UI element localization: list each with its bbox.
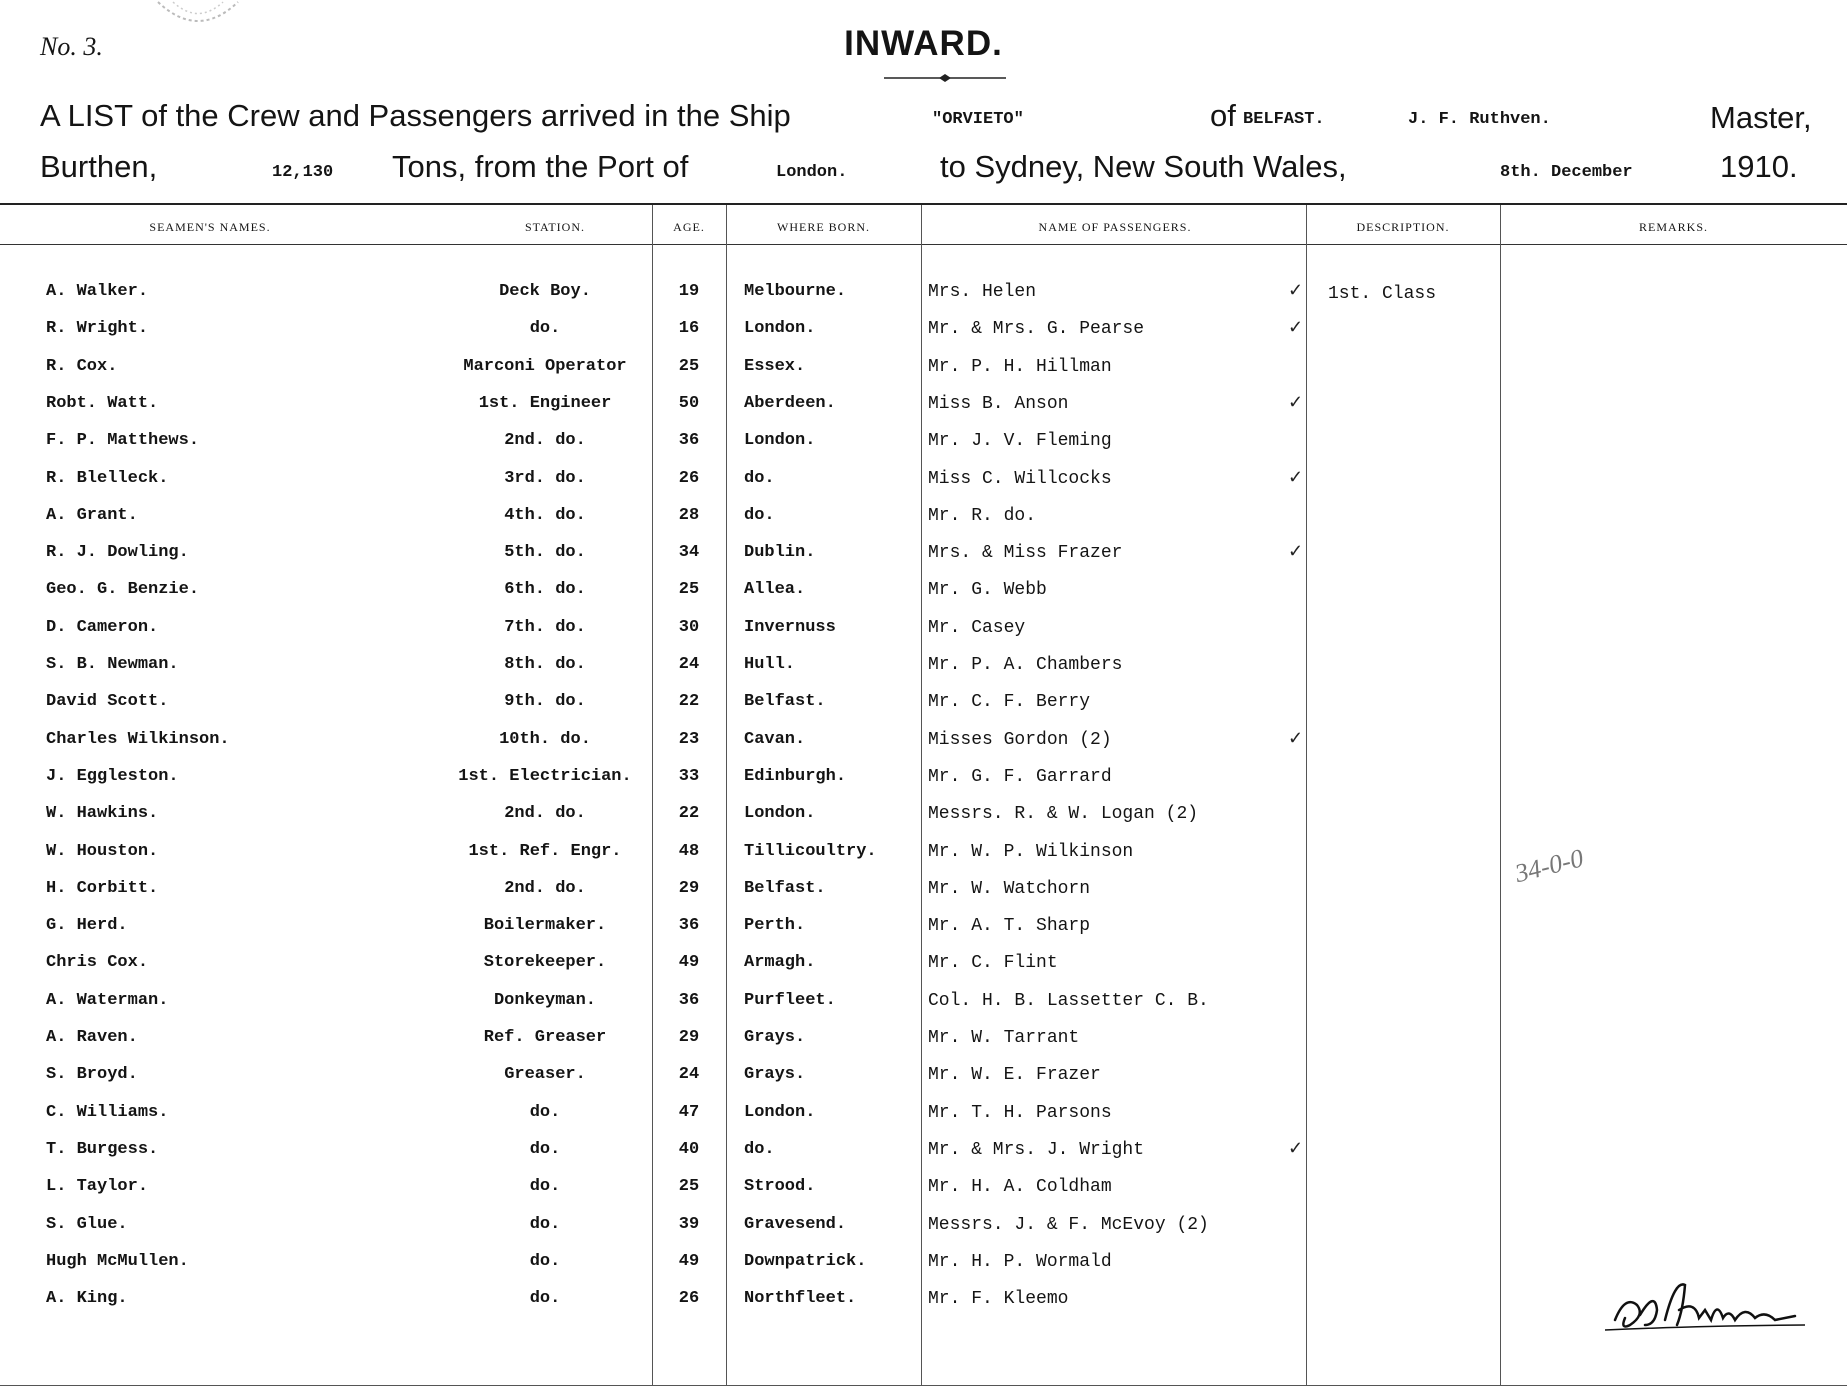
crew-name: A. Waterman.	[46, 991, 169, 1010]
crew-birthplace: Grays.	[744, 1065, 806, 1084]
crew-name: A. Raven.	[46, 1028, 138, 1047]
column-divider	[921, 205, 922, 1385]
check-mark-icon: ✓	[1288, 1138, 1304, 1158]
column-header-born: WHERE BORN.	[777, 220, 870, 234]
crew-station: 4th. do.	[504, 506, 586, 525]
crew-station: 1st. Electrician.	[458, 767, 632, 786]
crew-age: 22	[678, 692, 700, 711]
crew-birthplace: Downpatrick.	[744, 1252, 867, 1271]
crew-age: 48	[678, 842, 700, 861]
check-mark-icon: ✓	[1288, 541, 1304, 561]
crew-age: 40	[678, 1140, 700, 1159]
passenger-name: Mr. A. T. Sharp	[928, 916, 1091, 936]
crew-birthplace: Aberdeen.	[744, 394, 836, 413]
passenger-name: Mr. W. P. Wilkinson	[928, 842, 1134, 862]
crew-station: do.	[529, 1215, 561, 1234]
crew-name: C. Williams.	[46, 1103, 169, 1122]
crew-birthplace: Cavan.	[744, 730, 806, 749]
crew-station: do.	[529, 1289, 561, 1308]
of-label: of	[1210, 98, 1236, 133]
crew-age: 22	[678, 804, 700, 823]
check-mark-icon: ✓	[1288, 317, 1304, 337]
crew-name: L. Taylor.	[46, 1177, 149, 1196]
crew-name: F. P. Matthews.	[46, 431, 200, 450]
check-mark-icon: ✓	[1288, 728, 1304, 748]
crew-station: 10th. do.	[499, 730, 591, 749]
check-mark-icon: ✓	[1288, 280, 1304, 300]
master-name: J. F. Ruthven.	[1408, 110, 1551, 129]
passenger-name: Mr. P. H. Hillman	[928, 357, 1112, 377]
passenger-name: Miss B. Anson	[928, 394, 1069, 414]
crew-name: A. King.	[46, 1289, 128, 1308]
crew-name: D. Cameron.	[46, 618, 159, 637]
crew-age: 24	[678, 1065, 700, 1084]
crew-age: 36	[678, 916, 700, 935]
crew-station: do.	[529, 1177, 561, 1196]
column-header-description: DESCRIPTION.	[1356, 220, 1450, 234]
passenger-name: Mr. R. do.	[928, 506, 1037, 526]
crew-birthplace: London.	[744, 1103, 816, 1122]
passenger-name: Mrs. & Miss Frazer	[928, 543, 1123, 563]
passenger-name: Misses Gordon (2)	[928, 730, 1112, 750]
crew-birthplace: Invernuss	[744, 618, 836, 637]
crew-birthplace: Northfleet.	[744, 1289, 857, 1308]
passenger-name: Mr. T. H. Parsons	[928, 1103, 1112, 1123]
column-header-station: STATION.	[524, 220, 586, 234]
crew-station: 1st. Ref. Engr.	[468, 842, 622, 861]
crew-birthplace: Edinburgh.	[744, 767, 847, 786]
crew-age: 16	[678, 319, 700, 338]
title-ornament	[884, 72, 1006, 84]
crew-station: Donkeyman.	[493, 991, 597, 1010]
crew-birthplace: Essex.	[744, 357, 806, 376]
crew-name: R. J. Dowling.	[46, 543, 189, 562]
tons-label: Tons, from the Port of	[392, 149, 689, 184]
passenger-name: Messrs. R. & W. Logan (2)	[928, 804, 1199, 824]
header-line-2	[40, 149, 1827, 193]
column-divider	[1500, 205, 1501, 1385]
master-label: Master,	[1710, 100, 1812, 135]
crew-station: 2nd. do.	[504, 431, 586, 450]
crew-birthplace: Dublin.	[744, 543, 816, 562]
tonnage-value: 12,130	[272, 163, 334, 182]
crew-birthplace: Tillicoultry.	[744, 842, 877, 861]
passenger-name: Mr. H. A. Coldham	[928, 1177, 1112, 1197]
crew-name: Chris Cox.	[46, 953, 149, 972]
burthen-label: Burthen,	[40, 149, 158, 184]
crew-age: 34	[678, 543, 700, 562]
crew-birthplace: Purfleet.	[744, 991, 836, 1010]
crew-station: 8th. do.	[504, 655, 586, 674]
crew-age: 25	[678, 357, 700, 376]
crew-station: Ref. Greaser	[483, 1028, 607, 1047]
crew-station: 2nd. do.	[504, 879, 586, 898]
crew-age: 47	[678, 1103, 700, 1122]
crew-station: 1st. Engineer	[478, 394, 612, 413]
crew-age: 28	[678, 506, 700, 525]
check-mark-icon: ✓	[1288, 392, 1304, 412]
crew-name: Geo. G. Benzie.	[46, 580, 200, 599]
crew-station: do.	[529, 1103, 561, 1122]
passenger-name: Mr. C. Flint	[928, 953, 1058, 973]
crew-birthplace: Melbourne.	[744, 282, 847, 301]
crew-station: Deck Boy.	[499, 282, 591, 301]
crew-birthplace: Perth.	[744, 916, 806, 935]
departure-port: London.	[776, 163, 848, 182]
crew-name: R. Cox.	[46, 357, 118, 376]
crew-age: 39	[678, 1215, 700, 1234]
crew-birthplace: Grays.	[744, 1028, 806, 1047]
crew-birthplace: Armagh.	[744, 953, 816, 972]
crew-birthplace: Belfast.	[744, 692, 826, 711]
crew-station: 5th. do.	[504, 543, 586, 562]
passenger-name: Mr. G. Webb	[928, 580, 1047, 600]
passenger-name: Mr. P. A. Chambers	[928, 655, 1123, 675]
crew-station: 3rd. do.	[504, 469, 586, 488]
crew-name: A. Walker.	[46, 282, 149, 301]
passenger-name: Mr. G. F. Garrard	[928, 767, 1112, 787]
crew-age: 29	[678, 1028, 700, 1047]
crew-name: T. Burgess.	[46, 1140, 159, 1159]
master-signature	[1595, 1270, 1825, 1345]
crew-station: Storekeeper.	[483, 953, 607, 972]
crew-age: 36	[678, 431, 700, 450]
crew-name: J. Eggleston.	[46, 767, 179, 786]
column-header-passengers: NAME OF PASSENGERS.	[1038, 220, 1192, 234]
crew-birthplace: do.	[744, 469, 775, 488]
crew-age: 36	[678, 991, 700, 1010]
crew-name: R. Blelleck.	[46, 469, 169, 488]
passenger-name: Mr. W. E. Frazer	[928, 1065, 1101, 1085]
list-heading: A LIST of the Crew and Passengers arrived in the Ship	[40, 98, 791, 133]
crew-birthplace: London.	[744, 804, 816, 823]
crew-name: W. Houston.	[46, 842, 159, 861]
crew-station: Boilermaker.	[483, 916, 607, 935]
crew-name: W. Hawkins.	[46, 804, 159, 823]
crew-station: Greaser.	[504, 1065, 586, 1084]
table-top-rule	[0, 203, 1847, 205]
crew-birthplace: Strood.	[744, 1177, 816, 1196]
crew-birthplace: Belfast.	[744, 879, 826, 898]
passenger-name: Mr. F. Kleemo	[928, 1289, 1069, 1309]
crew-station: 7th. do.	[504, 618, 586, 637]
column-header-remarks: REMARKS.	[1638, 220, 1708, 234]
column-divider	[726, 205, 727, 1385]
crew-birthplace: Gravesend.	[744, 1215, 847, 1234]
crew-birthplace: London.	[744, 431, 816, 450]
crew-station: do.	[529, 319, 561, 338]
passenger-name: Mr. & Mrs. J. Wright	[928, 1140, 1145, 1160]
ship-name: "ORVIETO"	[932, 110, 1024, 129]
passenger-name: Mrs. Helen	[928, 282, 1037, 302]
crew-birthplace: Allea.	[744, 580, 806, 599]
crew-station: Marconi Operator	[463, 357, 627, 376]
header-line-1	[40, 98, 1827, 142]
crew-station: 2nd. do.	[504, 804, 586, 823]
crew-age: 25	[678, 580, 700, 599]
table-header-rule	[0, 244, 1847, 245]
destination: to Sydney, New South Wales,	[940, 149, 1347, 184]
passenger-name: Mr. Casey	[928, 618, 1026, 638]
column-header-age: AGE.	[673, 220, 705, 234]
crew-age: 50	[678, 394, 700, 413]
arrival-year: 1910.	[1720, 149, 1798, 184]
check-mark-icon: ✓	[1288, 467, 1304, 487]
passenger-name: Mr. J. V. Fleming	[928, 431, 1112, 451]
crew-name: S. B. Newman.	[46, 655, 179, 674]
crew-age: 29	[678, 879, 700, 898]
crew-birthplace: London.	[744, 319, 816, 338]
crew-name: R. Wright.	[46, 319, 149, 338]
table-bottom-rule	[0, 1385, 1847, 1386]
crew-name: S. Glue.	[46, 1215, 128, 1234]
passenger-name: Messrs. J. & F. McEvoy (2)	[928, 1215, 1209, 1235]
crew-birthplace: do.	[744, 1140, 775, 1159]
crew-age: 23	[678, 730, 700, 749]
passenger-name: Miss C. Willcocks	[928, 469, 1112, 489]
crew-station: do.	[529, 1140, 561, 1159]
passenger-name: Mr. W. Tarrant	[928, 1028, 1080, 1048]
crew-name: Robt. Watt.	[46, 394, 159, 413]
crew-age: 24	[678, 655, 700, 674]
crew-name: Charles Wilkinson.	[46, 730, 230, 749]
crew-station: do.	[529, 1252, 561, 1271]
passenger-name: Mr. C. F. Berry	[928, 692, 1091, 712]
passenger-name: Mr. H. P. Wormald	[928, 1252, 1112, 1272]
crew-name: G. Herd.	[46, 916, 128, 935]
passenger-name: Mr. W. Watchorn	[928, 879, 1091, 899]
arrival-date: 8th. December	[1500, 163, 1633, 182]
crew-age: 30	[678, 618, 700, 637]
crew-name: A. Grant.	[46, 506, 138, 525]
crew-birthplace: do.	[744, 506, 775, 525]
remarks-note: 34-0-0	[1512, 843, 1587, 889]
column-divider	[1306, 205, 1307, 1385]
crew-station: 9th. do.	[504, 692, 586, 711]
crew-age: 26	[678, 469, 700, 488]
crew-name: H. Corbitt.	[46, 879, 159, 898]
crew-name: David Scott.	[46, 692, 169, 711]
crew-station: 6th. do.	[504, 580, 586, 599]
crew-birthplace: Hull.	[744, 655, 796, 674]
crew-name: Hugh McMullen.	[46, 1252, 189, 1271]
passenger-name: Col. H. B. Lassetter C. B.	[928, 991, 1209, 1011]
column-header-seamen: SEAMEN'S NAMES.	[149, 220, 271, 234]
crew-age: 26	[678, 1289, 700, 1308]
crew-age: 19	[678, 282, 700, 301]
crew-age: 33	[678, 767, 700, 786]
passenger-name: Mr. & Mrs. G. Pearse	[928, 319, 1145, 339]
document-number: No. 3.	[40, 32, 103, 61]
column-divider	[652, 205, 653, 1385]
crew-name: S. Broyd.	[46, 1065, 138, 1084]
port-of-registry: BELFAST.	[1243, 110, 1325, 129]
passenger-description: 1st. Class	[1328, 284, 1437, 304]
crew-age: 49	[678, 953, 700, 972]
crew-age: 25	[678, 1177, 700, 1196]
crew-age: 49	[678, 1252, 700, 1271]
page-title: INWARD.	[844, 24, 1003, 63]
